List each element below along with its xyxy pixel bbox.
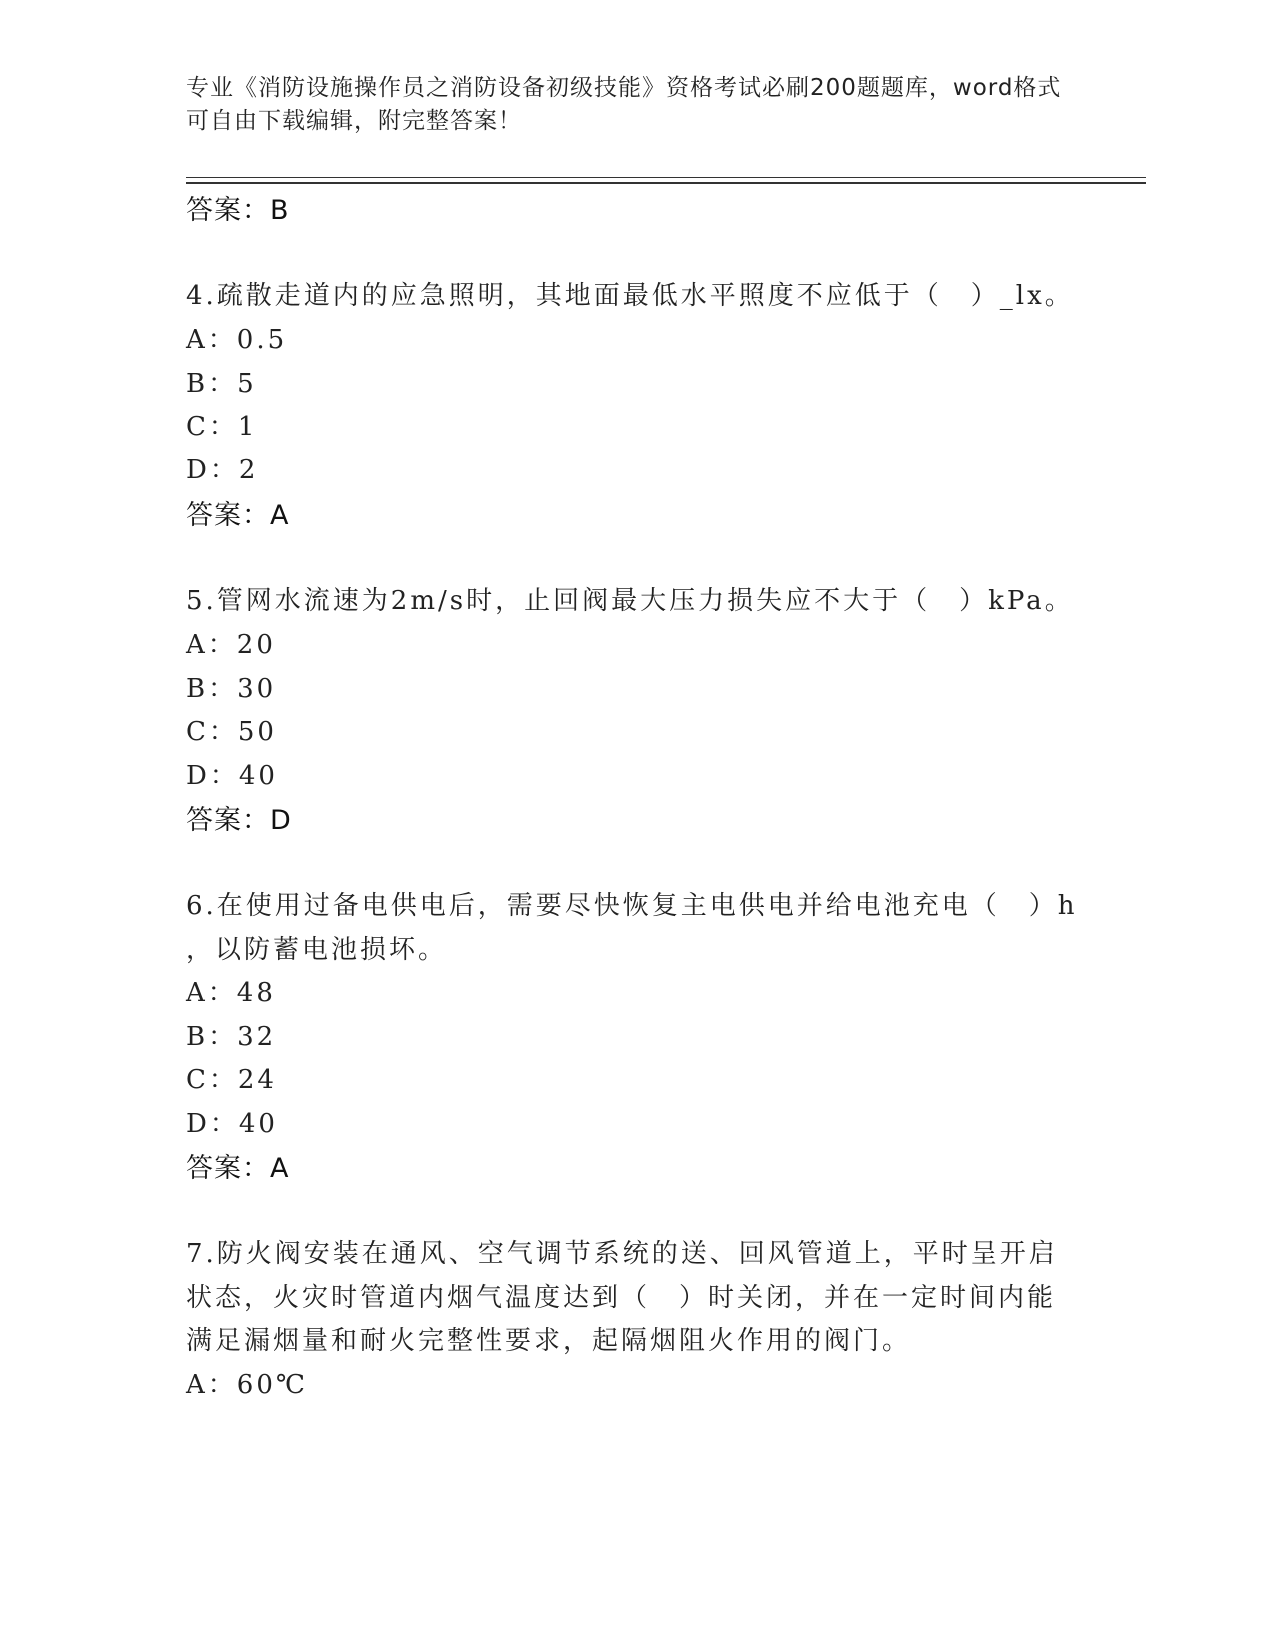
question-6-answer: 答案：A xyxy=(186,1153,290,1184)
question-5-option-b: B：30 xyxy=(186,674,277,704)
question-7-option-a: A：60℃ xyxy=(186,1370,308,1400)
header-divider-thin xyxy=(186,177,1146,178)
question-5-option-d: D：40 xyxy=(186,761,278,791)
question-7-stem-line-2: 状态，火灾时管道内烟气温度达到（ ）时关闭，并在一定时间内能 xyxy=(186,1283,1057,1313)
question-6-option-c: C：24 xyxy=(186,1065,277,1095)
question-5-answer: 答案：D xyxy=(186,805,292,836)
question-4-option-a: A：0.5 xyxy=(186,325,288,355)
question-5-option-c: C：50 xyxy=(186,717,277,747)
question-7-stem-line-3: 满足漏烟量和耐火完整性要求，起隔烟阻火作用的阀门。 xyxy=(186,1326,912,1356)
question-4-option-b: B：5 xyxy=(186,369,257,399)
question-6-option-d: D：40 xyxy=(186,1109,278,1139)
question-4-answer: 答案：A xyxy=(186,500,290,531)
document-header: 专业《消防设施操作员之消防设备初级技能》资格考试必刷200题题库，word格式可自由下载编辑，附完整答案！ xyxy=(186,75,1062,134)
question-7-stem-line-1: 7.防火阀安装在通风、空气调节系统的送、回风管道上，平时呈开启 xyxy=(186,1239,1058,1269)
question-4-option-c: C：1 xyxy=(186,412,258,442)
question-4-stem: 4.疏散走道内的应急照明，其地面最低水平照度不应低于（ ）_lx。 xyxy=(186,281,1074,311)
question-4-option-d: D：2 xyxy=(186,455,259,485)
header-divider-thick xyxy=(186,182,1146,184)
question-5-option-a: A：20 xyxy=(186,630,276,660)
question-5-stem: 5.管网水流速为2m/s时，止回阀最大压力损失应不大于（ ）kPa。 xyxy=(186,586,1074,616)
answer-prev: 答案：B xyxy=(186,195,290,226)
question-6-option-b: B：32 xyxy=(186,1022,277,1052)
question-6-option-a: A：48 xyxy=(186,978,276,1008)
question-6-stem-line-1: 6.在使用过备电供电后，需要尽快恢复主电供电并给电池充电（ ）h xyxy=(186,891,1078,921)
question-6-stem-line-2: ，以防蓄电池损坏。 xyxy=(186,935,448,965)
